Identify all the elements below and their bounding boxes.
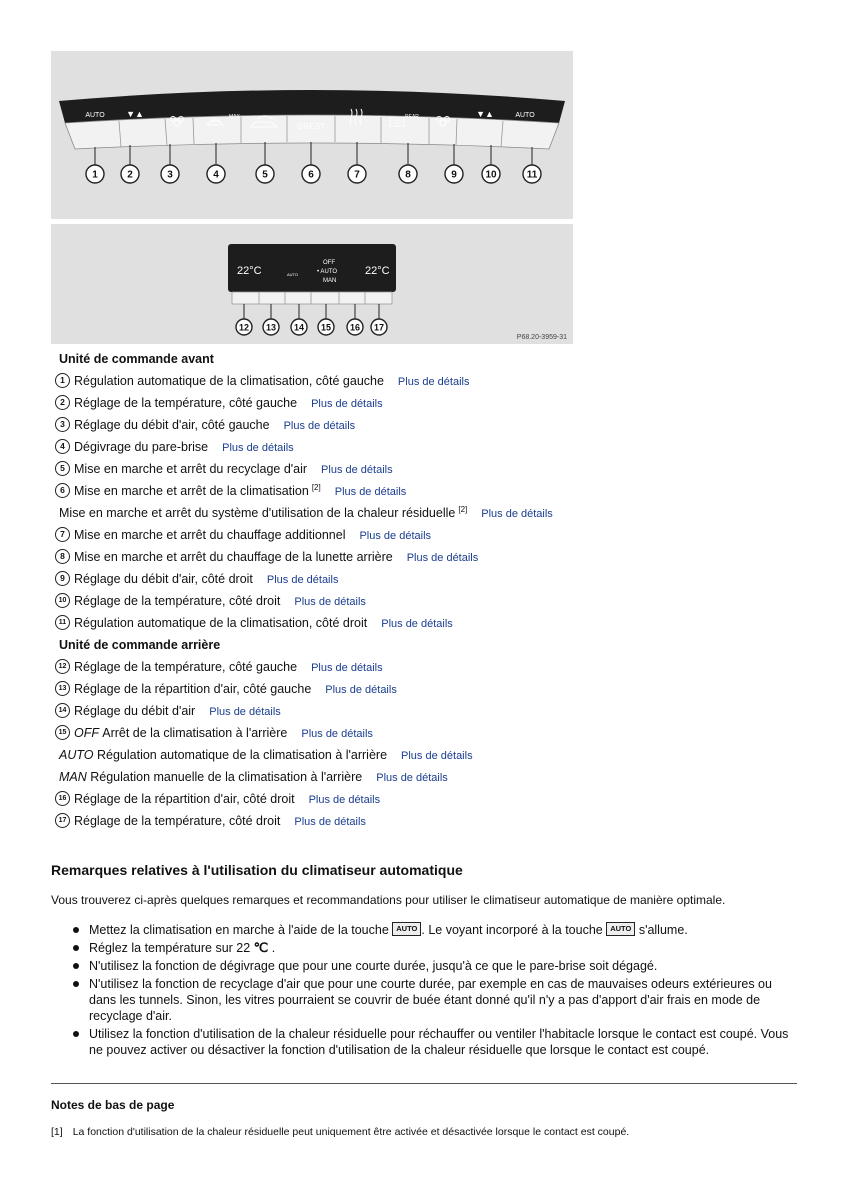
item-number-badge: 4 xyxy=(55,439,70,454)
legend-heading xyxy=(55,634,815,656)
item-number-badge: 16 xyxy=(55,791,70,806)
item-text: Arrêt de la climatisation à l'arrière xyxy=(102,726,288,740)
details-link[interactable]: Plus de détails xyxy=(401,750,473,762)
rear-label: REAR xyxy=(405,114,419,120)
legend-item xyxy=(55,612,815,634)
list-item: N'utilisez la fonction de recyclage d'air que pour une courte durée, par exemple en cas de mauvaises odeurs extérieures ou dans les tunnels. Sinon, les vitres pourraient se couvrir de buée étant donné qu'il n'y a pas d'apport d'air frais en mode de recyclage d'air. xyxy=(51,976,801,1024)
callout-number: 12 xyxy=(238,322,250,333)
legend-item xyxy=(55,524,815,546)
figure-reference: P68.20-3959-31 xyxy=(516,334,567,341)
front-temp-left-label: ▼▲ xyxy=(126,109,144,119)
rear-auto-small: AUTO xyxy=(287,272,299,277)
callout-number: 16 xyxy=(349,322,361,333)
details-link[interactable]: Plus de détails xyxy=(311,398,383,410)
auto-key-icon: AUTO xyxy=(606,922,635,936)
details-link[interactable]: Plus de détails xyxy=(266,574,339,586)
item-text: Mise en marche et arrêt du chauffage additionnel xyxy=(74,528,346,542)
callout-number: 5 xyxy=(262,169,268,181)
recommendations-list xyxy=(51,922,801,1060)
rear-mode-auto: • AUTO xyxy=(317,269,337,275)
item-text: Régulation automatique de la climatisation, côté gauche xyxy=(74,374,384,388)
details-link[interactable]: Plus de détails xyxy=(294,816,366,828)
item-number-badge: 7 xyxy=(55,527,70,542)
item-number-badge: 14 xyxy=(55,703,70,718)
item-text: Réglage de la répartition d'air, côté gauche xyxy=(74,682,312,696)
details-link[interactable]: Plus de détails xyxy=(397,376,470,388)
item-number-badge: 2 xyxy=(55,395,70,410)
front-panel-drawing xyxy=(51,51,573,219)
rear-temp-left: 22°C xyxy=(237,265,262,277)
item-text: Dégivrage du pare-brise xyxy=(74,440,209,454)
item-text: Mise en marche et arrêt de la climatisation xyxy=(74,484,309,498)
item-number-badge: 17 xyxy=(55,813,70,828)
legend-item xyxy=(55,766,815,788)
front-control-unit-figure xyxy=(51,51,573,219)
item-text: Mise en marche et arrêt du recyclage d'air xyxy=(74,462,308,476)
item-text: Réglage de la température, côté droit xyxy=(74,594,281,608)
item-text: Réglage de la température, côté gauche xyxy=(74,396,298,410)
callout-number: 9 xyxy=(451,169,457,181)
rear-mode-off: OFF xyxy=(323,260,335,266)
divider xyxy=(51,1083,797,1084)
footnote-ref[interactable]: [2] xyxy=(458,505,468,514)
heading-text: Unité de commande avant xyxy=(59,352,214,366)
details-link[interactable]: Plus de détails xyxy=(321,464,393,476)
item-text: Mise en marche et arrêt du chauffage de la lunette arrière xyxy=(74,550,393,564)
legend-item xyxy=(55,590,815,612)
degree-celsius-unit: ℃ xyxy=(253,940,269,955)
front-auto-right-label: AUTO xyxy=(515,112,535,119)
callout-number: 13 xyxy=(265,322,277,333)
front-zero-rest-label: 0/REST xyxy=(296,122,326,131)
legend-item xyxy=(55,414,815,436)
rear-control-unit-figure xyxy=(51,224,573,344)
legend-item xyxy=(55,722,815,744)
legend-item xyxy=(55,502,815,524)
front-temp-right-label: ▼▲ xyxy=(476,109,494,119)
item-number-badge: 15 xyxy=(55,725,70,740)
callout-number: 2 xyxy=(127,169,133,181)
callout-number: 14 xyxy=(293,322,305,333)
heading-text: Unité de commande arrière xyxy=(59,638,221,652)
legend-item xyxy=(55,678,815,700)
item-number-badge: 9 xyxy=(55,571,70,586)
legend-list xyxy=(55,348,815,832)
callout-number: 4 xyxy=(213,169,219,181)
callout-number: 1 xyxy=(92,169,98,181)
details-link[interactable]: Plus de détails xyxy=(406,552,479,564)
mode-label: OFF xyxy=(74,726,103,740)
item-number-badge: 13 xyxy=(55,681,70,696)
details-link[interactable]: Plus de détails xyxy=(311,662,383,674)
list-item: Réglez la température sur 22 ℃ . xyxy=(51,940,801,956)
item-text: Régulation automatique de la climatisation à l'arrière xyxy=(96,748,388,762)
details-link[interactable]: Plus de détails xyxy=(481,508,553,520)
callout-number: 11 xyxy=(526,169,538,181)
callout-number: 15 xyxy=(320,322,332,333)
callout-number: 6 xyxy=(308,169,314,181)
callout-number: 10 xyxy=(485,169,497,181)
details-link[interactable]: Plus de détails xyxy=(294,596,366,608)
item-text: Mise en marche et arrêt du système d'utilisation de la chaleur résiduelle xyxy=(59,506,456,520)
mode-label: AUTO xyxy=(59,748,97,762)
item-number-badge: 6 xyxy=(55,483,70,498)
section-title: Remarques relatives à l'utilisation du climatiseur automatique xyxy=(51,862,463,878)
section-intro: Vous trouverez ci-après quelques remarques et recommandations pour utiliser le climatiseur automatique de manière optimale. xyxy=(51,893,726,907)
footnote-marker: [1] xyxy=(51,1126,63,1138)
legend-item xyxy=(55,568,815,590)
mode-label: MAN xyxy=(59,770,91,784)
callout-number: 17 xyxy=(373,322,385,333)
callout-number: 7 xyxy=(354,169,360,181)
details-link[interactable]: Plus de détails xyxy=(325,684,397,696)
details-link[interactable]: Plus de détails xyxy=(209,706,281,718)
item-number-badge: 10 xyxy=(55,593,70,608)
details-link[interactable]: Plus de détails xyxy=(222,442,294,454)
legend-item xyxy=(55,744,815,766)
callout-number: 8 xyxy=(405,169,411,181)
item-number-badge: 8 xyxy=(55,549,70,564)
item-text: Réglage du débit d'air xyxy=(74,704,196,718)
details-link[interactable]: Plus de détails xyxy=(301,728,373,740)
footnote-ref[interactable]: [2] xyxy=(311,483,321,492)
legend-item xyxy=(55,436,815,458)
item-text: Réglage de la répartition d'air, côté droit xyxy=(74,792,295,806)
item-text: Réglage de la température, côté droit xyxy=(74,814,281,828)
rear-panel-drawing xyxy=(51,224,573,344)
item-text: Régulation automatique de la climatisation, côté droit xyxy=(74,616,368,630)
legend-item xyxy=(55,788,815,810)
legend-item xyxy=(55,392,815,414)
legend-item xyxy=(55,810,815,832)
rear-temp-right: 22°C xyxy=(365,265,390,277)
footnote-text: La fonction d'utilisation de la chaleur résiduelle peut uniquement être activée et désactivée lorsque le contact est coupé. xyxy=(72,1126,630,1138)
item-text: Réglage de la température, côté gauche xyxy=(74,660,298,674)
legend-item xyxy=(55,370,815,392)
item-text: Régulation manuelle de la climatisation à l'arrière xyxy=(90,770,363,784)
rear-mode-man: MAN xyxy=(323,278,337,284)
details-link[interactable]: Plus de détails xyxy=(381,618,453,630)
item-text: Réglage du débit d'air, côté gauche xyxy=(74,418,270,432)
details-link[interactable]: Plus de détails xyxy=(359,530,432,542)
max-label: MAX xyxy=(229,114,240,120)
auto-key-icon: AUTO xyxy=(392,922,421,936)
footnotes-title: Notes de bas de page xyxy=(51,1098,175,1112)
item-number-badge: 5 xyxy=(55,461,70,476)
item-number-badge: 12 xyxy=(55,659,70,674)
details-link[interactable]: Plus de détails xyxy=(376,772,448,784)
list-item: N'utilisez la fonction de dégivrage que pour une courte durée, jusqu'à ce que le pare-brise soit dégagé. xyxy=(51,958,801,974)
legend-heading xyxy=(55,348,815,370)
legend-item xyxy=(55,656,815,678)
item-text: Réglage du débit d'air, côté droit xyxy=(74,572,253,586)
footnote-1 xyxy=(51,1126,629,1138)
item-number-badge: 11 xyxy=(55,615,70,630)
details-link[interactable]: Plus de détails xyxy=(283,420,356,432)
legend-item xyxy=(55,480,815,502)
legend-item xyxy=(55,458,815,480)
list-item: Utilisez la fonction d'utilisation de la chaleur résiduelle pour réchauffer ou ventiler l'habitacle lorsque le contact est coupé. Vous ne pouvez activer ou désactiver la fonction d'utilisation de la chaleur résiduelle que lorsque le contact est coupé. xyxy=(51,1026,801,1058)
list-item: Mettez la climatisation en marche à l'aide de la touche AUTO . Le voyant incorporé à la touche AUTO s'allume. xyxy=(51,922,801,938)
details-link[interactable]: Plus de détails xyxy=(334,486,407,498)
legend-item xyxy=(55,700,815,722)
callout-number: 3 xyxy=(167,169,173,181)
item-number-badge: 1 xyxy=(55,373,70,388)
legend-item xyxy=(55,546,815,568)
item-number-badge: 3 xyxy=(55,417,70,432)
front-auto-left-label: AUTO xyxy=(85,112,105,119)
details-link[interactable]: Plus de détails xyxy=(308,794,381,806)
